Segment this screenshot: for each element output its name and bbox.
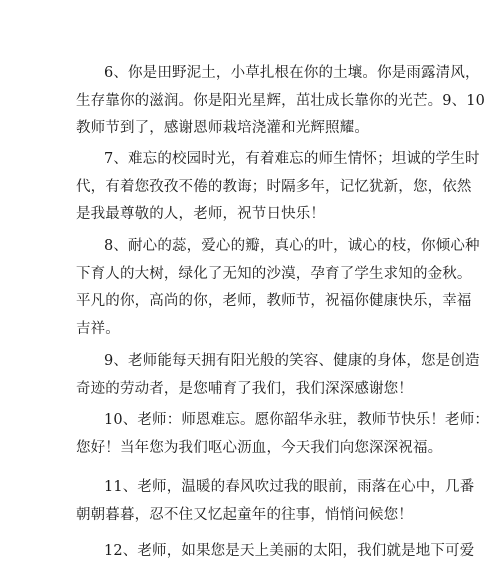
paragraph-9 — [76, 348, 480, 403]
paragraph-10 — [76, 407, 489, 462]
paragraph-line: 是我最尊敬的人，老师，祝节日快乐！ — [76, 206, 326, 222]
paragraph-line: 您好！当年您为我们呕心沥血，今天我们向您深深祝福。 — [76, 439, 443, 456]
paragraph-line: 教师节到了，感谢恩师栽培浇灌和光辉照耀。 — [76, 120, 369, 136]
paragraph-line: 吉祥。 — [76, 320, 120, 337]
paragraph-8 — [76, 233, 480, 343]
paragraph-line: 11、老师，温暖的春风吹过我的眼前，雨落在心中，几番 — [104, 479, 475, 495]
paragraph-line: 代，有着您孜孜不倦的教诲；时隔多年，记忆犹新，您，依然 — [76, 178, 472, 195]
paragraph-line: 平凡的你，高尚的你，老师，教师节，祝福你健康快乐，幸福 — [76, 293, 472, 309]
paragraph-line: 6、你是田野泥土，小草扎根在你的土壤。你是雨露清风， — [104, 65, 480, 81]
paragraph-7 — [76, 146, 480, 229]
paragraph-line: 7、难忘的校园时光，有着难忘的师生情怀；坦诚的学生时 — [104, 151, 480, 167]
paragraph-line: 朝朝暮暮，忍不住又忆起童年的往事，悄悄问候您！ — [76, 506, 413, 523]
paragraph-line: 下育人的大树，绿化了无知的沙漠，孕育了学生求知的金秋。 — [76, 265, 472, 282]
paragraph-line: 12、老师，如果您是天上美丽的太阳，我们就是地下可爱 — [104, 543, 475, 559]
paragraph-line: 9、老师能每天拥有阳光般的笑容、健康的身体，您是创造 — [104, 353, 480, 369]
paragraph-line: 8、耐心的蕊，爱心的瓣，真心的叶，诚心的枝，你倾心种 — [104, 238, 480, 254]
paragraph-line: 10、老师：师恩难忘。愿你韶华永驻，教师节快乐！老师： — [104, 412, 489, 428]
paragraph-12 — [76, 538, 475, 566]
paragraph-11 — [76, 474, 475, 529]
paragraph-line: 奇迹的劳动者，是您哺育了我们，我们深深感谢您！ — [76, 380, 413, 397]
paragraph-6 — [76, 60, 486, 143]
paragraph-line: 生存靠你的滋润。你是阳光星辉，茁壮成长靠你的光芒。9、10 — [76, 92, 486, 109]
